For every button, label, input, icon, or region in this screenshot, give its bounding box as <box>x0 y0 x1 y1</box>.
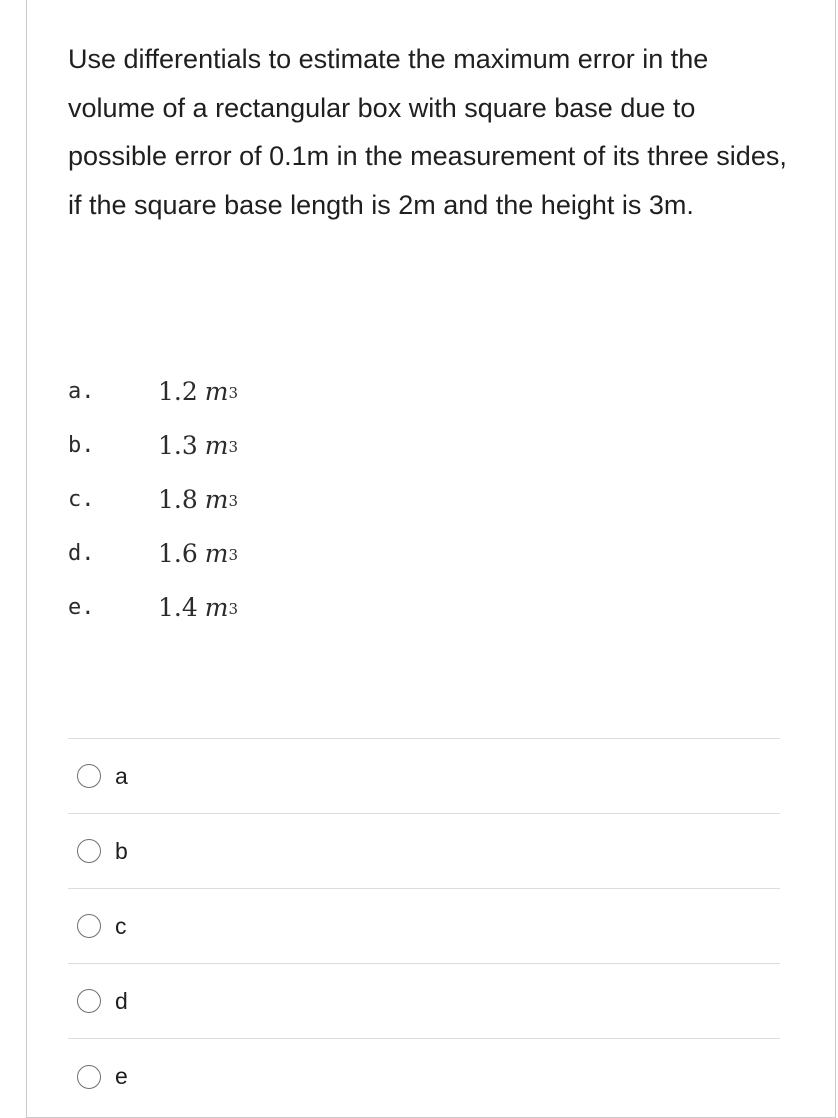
choice-item-d <box>68 526 238 580</box>
answer-label[interactable]: d <box>115 987 128 1014</box>
choice-unit: m <box>204 484 229 514</box>
answer-option-b[interactable] <box>68 814 780 889</box>
choice-item-b <box>68 418 238 472</box>
choice-unit: m <box>204 592 229 622</box>
answer-options <box>68 738 780 1114</box>
choice-unit: m <box>204 430 229 460</box>
radio-button[interactable] <box>77 1065 101 1089</box>
choice-item-c <box>68 472 238 526</box>
choice-item-a <box>68 364 238 418</box>
choice-number: 1.4 <box>158 592 198 622</box>
choice-value <box>158 485 238 514</box>
choice-number: 1.2 <box>158 376 198 406</box>
choice-exponent: 3 <box>228 383 239 402</box>
choice-value <box>158 593 238 622</box>
radio-button[interactable] <box>77 989 101 1013</box>
choice-exponent: 3 <box>228 599 239 618</box>
answer-label[interactable]: a <box>115 762 128 789</box>
choice-value <box>158 377 238 406</box>
answer-option-c[interactable] <box>68 889 780 964</box>
choice-number: 1.6 <box>158 538 198 568</box>
choice-value <box>158 539 238 568</box>
choice-unit: m <box>204 538 229 568</box>
answer-label[interactable]: c <box>115 912 127 939</box>
choice-letter: e. <box>68 594 95 620</box>
choice-number: 1.8 <box>158 484 198 514</box>
choice-letter: c. <box>68 486 95 512</box>
choice-letter: b. <box>68 432 95 458</box>
radio-button[interactable] <box>77 914 101 938</box>
radio-button[interactable] <box>77 764 101 788</box>
answer-label[interactable]: e <box>115 1063 128 1089</box>
choice-letter: a. <box>68 378 95 404</box>
choice-exponent: 3 <box>228 545 239 564</box>
answer-option-d[interactable] <box>68 964 780 1039</box>
choice-letter: d. <box>68 540 95 566</box>
choice-exponent: 3 <box>228 491 239 510</box>
answer-option-e[interactable] <box>68 1039 780 1114</box>
question-text: Use differentials to estimate the maximum error in the volume of a rectangular box with square base due to possible error of 0.1m in the measurement of its three sides, if the square base length is 2m and the height is 3m. <box>68 44 787 220</box>
choice-exponent: 3 <box>228 437 239 456</box>
choice-list <box>68 364 238 634</box>
choice-value <box>158 431 238 460</box>
answer-option-a[interactable] <box>68 739 780 814</box>
answer-label[interactable]: b <box>115 837 128 864</box>
choice-unit: m <box>204 376 229 406</box>
radio-button[interactable] <box>77 839 101 863</box>
choice-number: 1.3 <box>158 430 198 460</box>
choice-item-e <box>68 580 238 634</box>
